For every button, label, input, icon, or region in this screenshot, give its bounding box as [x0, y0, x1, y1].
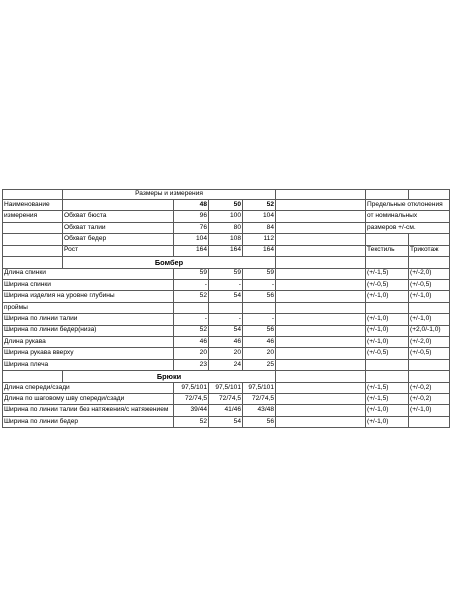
row-name: Длина по шаговому шву спереди/сзади [3, 394, 174, 405]
row-name: Ширина плеча [3, 359, 174, 370]
textile-tolerance: (+/-1,5) [366, 394, 409, 405]
row-value: - [174, 314, 209, 325]
bomber-title: Бомбер [63, 256, 276, 268]
row-name: проймы [3, 302, 174, 313]
textile-tolerance: (+/-1,0) [366, 336, 409, 347]
knit-header: Трикотаж [409, 245, 450, 256]
row-value: 54 [209, 291, 243, 302]
row-value [209, 302, 243, 313]
header-row-bust: измерения Обхват бюста 96 100 104 от номинальных [3, 211, 450, 222]
header-row-hips: Обхват бедер 104 108 112 [3, 234, 450, 245]
knit-tolerance: (+/-0,2) [409, 394, 450, 405]
textile-tolerance: (+/-1,5) [366, 382, 409, 393]
row-name: Ширина по линии талии [3, 314, 174, 325]
knit-tolerance [409, 416, 450, 427]
row-name: Ширина спинки [3, 279, 174, 290]
header-measure-label: измерения [3, 211, 63, 222]
knit-tolerance [409, 359, 450, 370]
row-value: 56 [243, 416, 276, 427]
header-row-height: Рост 164 164 164 Текстиль Трикотаж [3, 245, 450, 256]
textile-tolerance [366, 302, 409, 313]
textile-tolerance: (+/-0,5) [366, 279, 409, 290]
table-row [3, 302, 450, 313]
size-50: 50 [209, 200, 243, 211]
textile-tolerance: (+/-1,0) [366, 314, 409, 325]
row-name: Длина спереди/сзади [3, 382, 174, 393]
knit-tolerance: (+/-1,0) [409, 314, 450, 325]
table-row [3, 348, 450, 359]
table-row [3, 336, 450, 347]
textile-tolerance: (+/-1,0) [366, 416, 409, 427]
row-value: 56 [243, 325, 276, 336]
measure-hips: Обхват бедер [63, 234, 174, 245]
row-value: 52 [174, 291, 209, 302]
row-value: 46 [243, 336, 276, 347]
table-row [3, 405, 450, 416]
table-row [3, 325, 450, 336]
row-value: - [209, 279, 243, 290]
row-name: Ширина по линии бедер(низа) [3, 325, 174, 336]
textile-tolerance: (+/-0,5) [366, 348, 409, 359]
row-value: 46 [174, 336, 209, 347]
textile-tolerance: (+/-1,5) [366, 268, 409, 279]
row-value: 59 [243, 268, 276, 279]
knit-tolerance [409, 302, 450, 313]
knit-tolerance: (+/-2,0) [409, 336, 450, 347]
row-value: 97,5/101 [174, 382, 209, 393]
row-value: 59 [209, 268, 243, 279]
table-row [3, 291, 450, 302]
header-banner: Размеры и измерения [63, 190, 276, 200]
bomber-title-row [3, 256, 450, 268]
row-value: 24 [209, 359, 243, 370]
knit-tolerance: (+/-0,5) [409, 279, 450, 290]
row-value: 52 [174, 325, 209, 336]
row-value: 41/46 [209, 405, 243, 416]
header-name-label: Наименование [3, 200, 63, 211]
deviation-label-2: от номинальных [366, 211, 450, 222]
row-value: - [243, 279, 276, 290]
header-row-waist: Обхват талии 76 80 84 размеров +/-см. [3, 222, 450, 233]
textile-tolerance [366, 359, 409, 370]
table-row [3, 279, 450, 290]
size-52: 52 [243, 200, 276, 211]
deviation-label-3: размеров +/-см. [366, 222, 450, 233]
row-value: 72/74,5 [174, 394, 209, 405]
row-value: 23 [174, 359, 209, 370]
row-name: Ширина по линии бедер [3, 416, 174, 427]
row-name: Ширина изделия на уровне глубины [3, 291, 174, 302]
row-value: 20 [209, 348, 243, 359]
size-chart-body [3, 190, 450, 428]
row-name: Ширина рукава вверху [3, 348, 174, 359]
row-value: 20 [174, 348, 209, 359]
row-name: Ширина по линии талии без натяжения/с натяжением [3, 405, 174, 416]
textile-header: Текстиль [366, 245, 409, 256]
size-chart-sheet [2, 189, 449, 428]
table-row [3, 416, 450, 427]
measure-bust: Обхват бюста [63, 211, 174, 222]
pants-title: Брюки [63, 371, 276, 383]
header-banner-row [3, 190, 450, 200]
knit-tolerance: (+/-0,2) [409, 382, 450, 393]
knit-tolerance: (+/-1,0) [409, 291, 450, 302]
row-value: 20 [243, 348, 276, 359]
textile-tolerance: (+/-1,0) [366, 405, 409, 416]
table-row [3, 314, 450, 325]
row-value: - [174, 279, 209, 290]
row-value: 39/44 [174, 405, 209, 416]
row-value: 97,5/101 [243, 382, 276, 393]
row-value: 54 [209, 325, 243, 336]
size-48: 48 [174, 200, 209, 211]
measure-height: Рост [63, 245, 174, 256]
header-row-sizes [3, 200, 450, 211]
size-chart-table [2, 189, 450, 428]
row-value: 59 [174, 268, 209, 279]
row-value: 43/48 [243, 405, 276, 416]
row-value: 72/74,5 [209, 394, 243, 405]
row-value: - [209, 314, 243, 325]
table-row [3, 359, 450, 370]
textile-tolerance: (+/-1,0) [366, 291, 409, 302]
pants-title-row [3, 371, 450, 383]
row-value: - [243, 314, 276, 325]
row-value: 46 [209, 336, 243, 347]
row-name: Длина спинки [3, 268, 174, 279]
textile-tolerance: (+/-1,0) [366, 325, 409, 336]
row-value: 56 [243, 291, 276, 302]
row-value: 54 [209, 416, 243, 427]
knit-tolerance: (+/-0,5) [409, 348, 450, 359]
row-value [174, 302, 209, 313]
knit-tolerance: (+/-1,0) [409, 405, 450, 416]
row-value [243, 302, 276, 313]
row-value: 25 [243, 359, 276, 370]
row-value: 52 [174, 416, 209, 427]
row-value: 72/74,5 [243, 394, 276, 405]
row-name: Длина рукава [3, 336, 174, 347]
table-row [3, 382, 450, 393]
table-row [3, 268, 450, 279]
measure-waist: Обхват талии [63, 222, 174, 233]
row-value: 97,5/101 [209, 382, 243, 393]
table-row [3, 394, 450, 405]
knit-tolerance: (+/-2,0) [409, 268, 450, 279]
knit-tolerance: (+2,0/-1,0) [409, 325, 450, 336]
deviation-label: Предельные отклонения [366, 200, 450, 211]
